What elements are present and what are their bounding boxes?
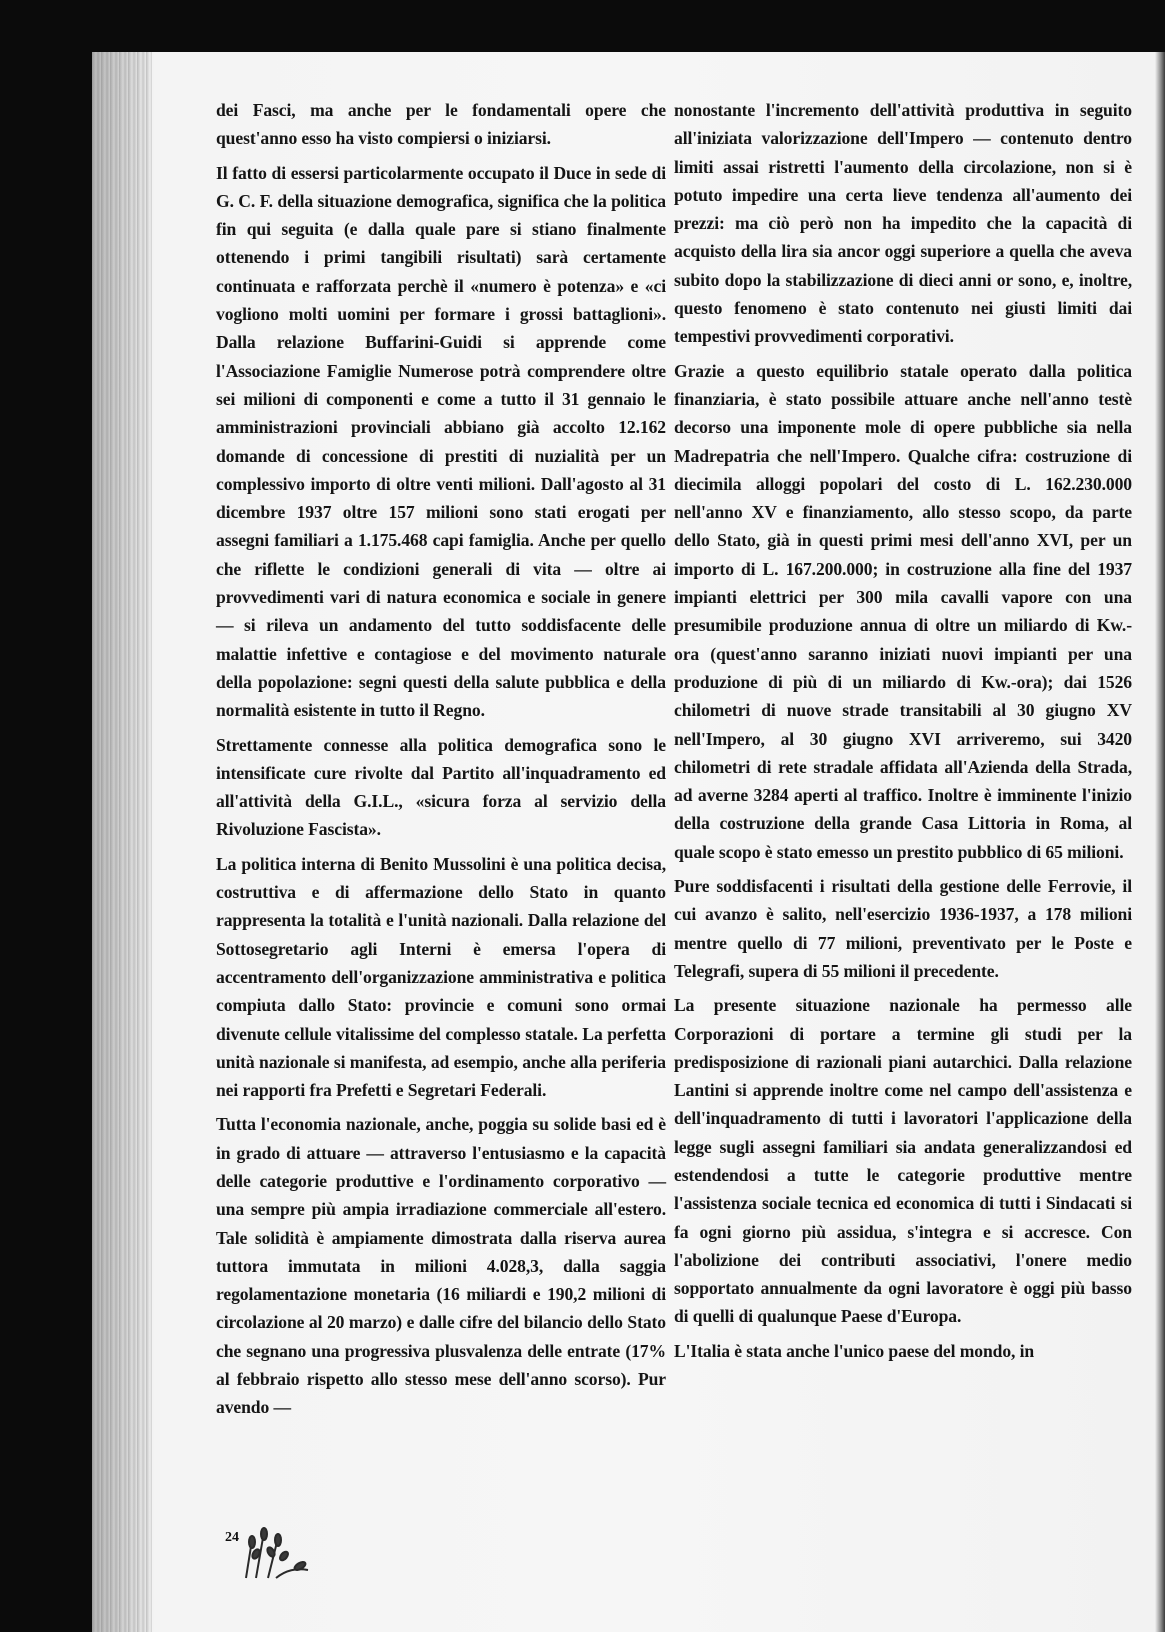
page-edge-shadow [1155, 52, 1165, 1632]
left-text-column [216, 96, 666, 1428]
paragraph: nonostante l'incremento dell'attività produttiva in seguito all'iniziata valorizzazione dell'Impero — contenuto dentro limiti assai ristretti l'aumento della circolazione, non si è potuto impedire una certa lieve tendenza all'aumento dei prezzi: ma ciò però non ha impedito che la capacità di acquisto della lira sia ancor oggi superiore a quella che aveva subito dopo la stabilizzazione di dieci anni or sono, e, inoltre, questo fenomeno è stato contenuto nei giusti limiti dai tempestivi provvedimenti corporativi. [674, 100, 1132, 347]
paragraph: dei Fasci, ma anche per le fondamentali opere che quest'anno esso ha visto compiersi o iniziarsi. [216, 100, 666, 149]
paragraph: L'Italia è stata anche l'unico paese del mondo, in [674, 1340, 1035, 1361]
paragraph: Strettamente connesse alla politica demografica sono le intensificate cure rivolte dal Partito all'inquadramento ed all'attività della G.I.L., «sicura forza al servizio della Rivoluzione Fascista». [216, 734, 666, 840]
right-text-column [674, 96, 1132, 1371]
binding-gutter [92, 52, 152, 1632]
magazine-page [92, 52, 1165, 1632]
page-number: 24 [225, 1530, 239, 1545]
paragraph: Tutta l'economia nazionale, anche, poggia su solide basi ed è in grado di attuare — attraverso l'entusiasmo e la capacità delle categorie produttive e l'ordinamento corporativo — una sempre più ampia irradiazione commerciale all'estero. Tale solidità è ampiamente dimostrata dalla riserva aurea tuttora immutata in milioni 4.028,3, dalla saggia regolamentazione monetaria (16 miliardi e 190,2 milioni di circolazione al 20 marzo) e dalle cifre del bilancio dello Stato che segnano una progressiva plusvalenza delle entrate (17% al febbraio rispetto allo stesso mese dell'anno scorso). Pur avendo — [216, 1114, 666, 1418]
paragraph: La politica interna di Benito Mussolini è una politica decisa, costruttiva e di affermazione dello Stato in quanto rappresenta la totalità e l'unità nazionali. Dalla relazione del Sottosegretario agli Interni è emersa l'opera di accentramento dell'organizzazione amministrativa e politica compiuta dallo Stato: provincie e comuni sono ormai divenute cellule vitalissime del complesso statale. La perfetta unità nazionale si manifesta, ad esempio, anche alla periferia nei rapporti fra Prefetti e Segretari Federali. [216, 853, 666, 1101]
paragraph: La presente situazione nazionale ha permesso alle Corporazioni di portare a termine gli studi per la predisposizione di razionali piani autarchici. Dalla relazione Lantini si apprende inoltre come nel campo dell'assistenza e dell'inquadramento di tutti i lavoratori l'applicazione della legge sugli assegni familiari sia andata generalizzandosi ed estendendosi a tutte le categorie produttive mentre l'assistenza sociale tecnica ed economica di tutti i Sindacati si fa ogni giorno più assidua, s'integra e si accresce. Con l'abolizione dei contributi associativi, l'onere medio sopportato annualmente da ogni lavoratore è oggi più basso di quelli di qualunque Paese d'Europa. [674, 995, 1132, 1327]
paragraph: Grazie a questo equilibrio statale operato dalla politica finanziaria, è stato possibile attuare anche nell'anno testè decorso una imponente mole di opere pubbliche sia nella Madrepatria che nell'Impero. Qualche cifra: costruzione di diecimila alloggi popolari del costo di L. 162.230.000 nell'anno XV e finanziamento, allo stesso scopo, da parte dello Stato, già in questi primi mesi dell'anno XVI, per un importo di L. 167.200.000; in costruzione alla fine del 1937 impianti elettrici per 300 mila cavalli vapore con una presumibile produzione annua di oltre un miliardo di Kw.-ora (quest'anno saranno iniziati nuovi impianti per una produzione di più di un miliardo di Kw.-ora); dai 1526 chilometri di nuove strade transitabili al 30 giugno XV nell'Impero, al 30 giugno XVI arriveremo, sui 3420 chilometri di rete stradale affidata all'Azienda della Strada, ad averne 3284 aperti al traffico. Inoltre è imminente l'inizio della costruzione della grande Casa Littoria in Roma, al quale scopo è stato emesso un prestito pubblico di 65 milioni. [674, 360, 1132, 862]
paragraph: Il fatto di essersi particolarmente occupato il Duce in sede di G. C. F. della situazione demografica, significa che la politica fin qui seguita (e dalla quale pare si stiano finalmente ottenendo i primi tangibili risultati) sarà certamente continuata e rafforzata perchè il «numero è potenza» e «ci vogliono molti uomini per formare i grossi battaglioni». Dalla relazione Buffarini-Guidi si apprende come l'Associazione Famiglie Numerose potrà comprendere oltre sei milioni di componenti e come a tutto il 31 gennaio le amministrazioni provinciali abbiano già accolto 12.162 domande di concessione di prestiti di nuzialità per un complessivo importo di oltre venti milioni. Dall'agosto al 31 dicembre 1937 oltre 157 milioni sono stati erogati per assegni familiari a 1.175.468 capi famiglia. Anche per quello che riflette le condizioni generali di vita — oltre ai provvedimenti vari di natura economica e sociale in genere — si rileva un andamento del tutto soddisfacente delle malattie infettive e contagiose e del movimento naturale della popolazione: segni questi della salute pubblica e della normalità esistente in tutto il Regno. [216, 162, 666, 721]
wheat-ornament-icon [216, 1520, 336, 1580]
paragraph: Pure soddisfacenti i risultati della gestione delle Ferrovie, il cui avanzo è salito, nell'esercizio 1936-1937, a 178 milioni mentre quello di 77 milioni, preventivato per le Poste e Telegrafi, supera di 55 milioni il precedente. [674, 876, 1132, 981]
